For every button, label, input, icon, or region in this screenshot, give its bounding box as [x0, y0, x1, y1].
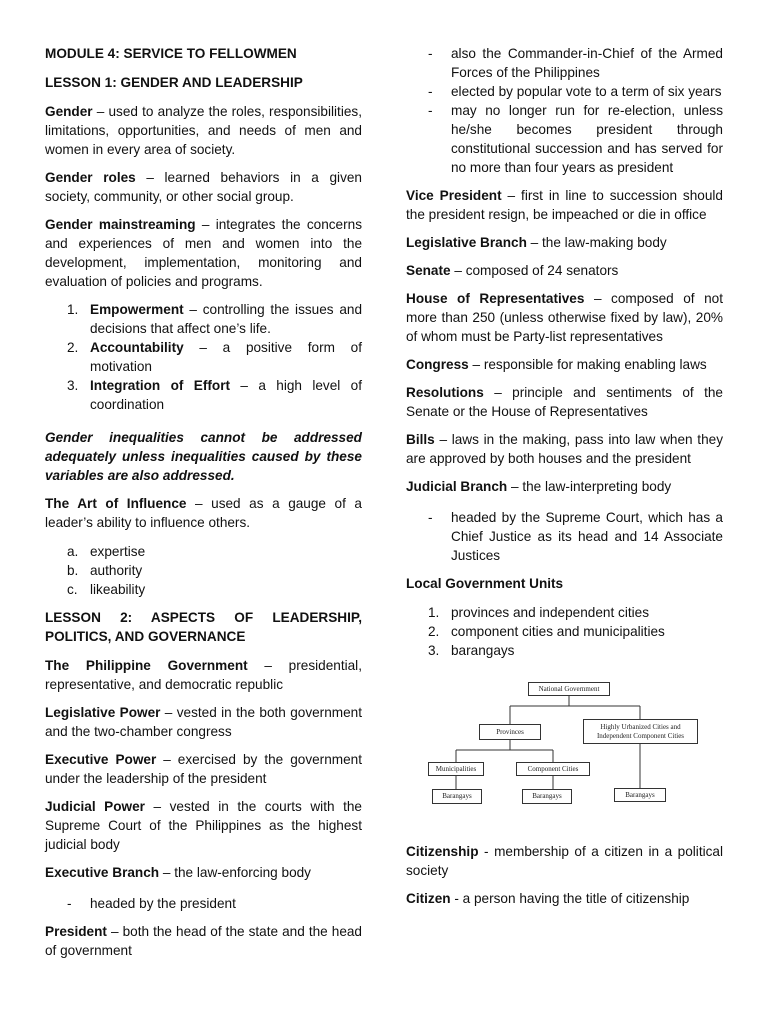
list-item: - may no longer run for re-election, unless he/she becomes president through constitutional succession and has served for no more than four years as president: [428, 103, 723, 175]
component-cities-box: Component Cities: [516, 762, 590, 776]
lesson2-title: LESSON 2: ASPECTS OF LEADERSHIP, POLITICS, AND GOVERNANCE: [45, 610, 362, 644]
definition-philippine-government: The Philippine Government – presidential, representative, and democratic republic: [45, 658, 362, 692]
definition-president: President – both the head of the state and the head of government: [45, 924, 362, 958]
definition-gender: Gender – used to analyze the roles, responsibilities, limitations, opportunities, and needs of men and women in every area of society.: [45, 104, 362, 157]
list-item: 1. provinces and independent cities: [428, 605, 649, 620]
definition-resolutions: Resolutions – principle and sentiments of the Senate or the House of Representatives: [406, 385, 723, 419]
list-item: c. likeability: [67, 582, 146, 597]
list-item: - headed by the Supreme Court, which has a Chief Justice as its head and 14 Associate Justices: [428, 510, 723, 563]
list-item: b. authority: [67, 563, 143, 578]
list-item: - also the Commander-in-Chief of the Armed Forces of the Philippines: [428, 46, 723, 80]
national-government-box: National Government: [528, 682, 610, 696]
list-item: 2. component cities and municipalities: [428, 624, 665, 639]
definition-gender-mainstreaming: Gender mainstreaming – integrates the concerns and experiences of men and women into the development, implementation, monitoring and evaluation of policies and programs.: [45, 217, 362, 289]
definition-bills: Bills – laws in the making, pass into law when they are approved by both houses and the president: [406, 432, 723, 466]
definition-gender-roles: Gender roles – learned behaviors in a given society, community, or other social group.: [45, 170, 362, 204]
definition-legislative-branch: Legislative Branch – the law-making body: [406, 235, 667, 250]
influence-list: [45, 542, 362, 599]
list-item: 3. Integration of Effort – a high level of coordination: [67, 378, 363, 412]
definition-legislative-power: Legislative Power – vested in the both government and the two-chamber congress: [45, 705, 362, 739]
definition-house: House of Representatives – composed of not more than 250 (unless otherwise fixed by law), 20% of whom must be Party-list representatives: [406, 291, 723, 344]
mainstreaming-list: [45, 300, 362, 414]
definition-executive-branch: Executive Branch – the law-enforcing body: [45, 865, 311, 880]
list-item: 1. Empowerment – controlling the issues and decisions that affect one’s life.: [67, 302, 362, 336]
definition-art-of-influence: The Art of Influence – used as a gauge of a leader’s ability to influence others.: [45, 496, 362, 530]
barangays-box: Barangays: [432, 789, 482, 804]
highly-urbanized-cities-box: Highly Urbanized Cities and Independent Component Cities: [583, 719, 698, 744]
lgu-title: Local Government Units: [406, 576, 564, 591]
lgu-list: [406, 603, 723, 660]
barangays-box: Barangays: [522, 789, 572, 804]
list-item: - headed by the president: [67, 896, 236, 911]
definition-judicial-power: Judicial Power – vested in the courts with the Supreme Court of the Philippines as the highest judicial body: [45, 799, 362, 852]
executive-bullets: [45, 894, 362, 913]
list-item: 3. barangays: [428, 643, 515, 658]
definition-vice-president: Vice President – first in line to succession should the president resign, be impeached or die in office: [406, 188, 723, 222]
lgu-org-chart: [406, 674, 723, 824]
definition-congress: Congress – responsible for making enabling laws: [406, 357, 707, 372]
inequality-note: Gender inequalities cannot be addressed adequately unless inequalities caused by these variables are also addressed.: [45, 430, 362, 483]
module-title: MODULE 4: SERVICE TO FELLOWMEN: [45, 46, 297, 61]
definition-senate: Senate – composed of 24 senators: [406, 263, 619, 278]
list-item: a. expertise: [67, 544, 146, 559]
judicial-bullets: [406, 508, 723, 565]
list-item: 2. Accountability – a positive form of motivation: [67, 340, 362, 374]
definition-citizenship: Citizenship - membership of a citizen in a political society: [406, 844, 723, 878]
left-column: [45, 44, 362, 969]
president-bullets: [406, 44, 723, 177]
barangays-box: Barangays: [614, 788, 666, 802]
definition-executive-power: Executive Power – exercised by the government under the leadership of the president: [45, 752, 362, 786]
list-item: - elected by popular vote to a term of six years: [428, 84, 722, 99]
municipalities-box: Municipalities: [428, 762, 484, 776]
right-column: [406, 44, 723, 917]
definition-judicial-branch: Judicial Branch – the law-interpreting body: [406, 479, 672, 494]
definition-citizen: Citizen - a person having the title of citizenship: [406, 891, 690, 906]
provinces-box: Provinces: [479, 724, 541, 740]
lesson1-title: LESSON 1: GENDER AND LEADERSHIP: [45, 75, 303, 90]
